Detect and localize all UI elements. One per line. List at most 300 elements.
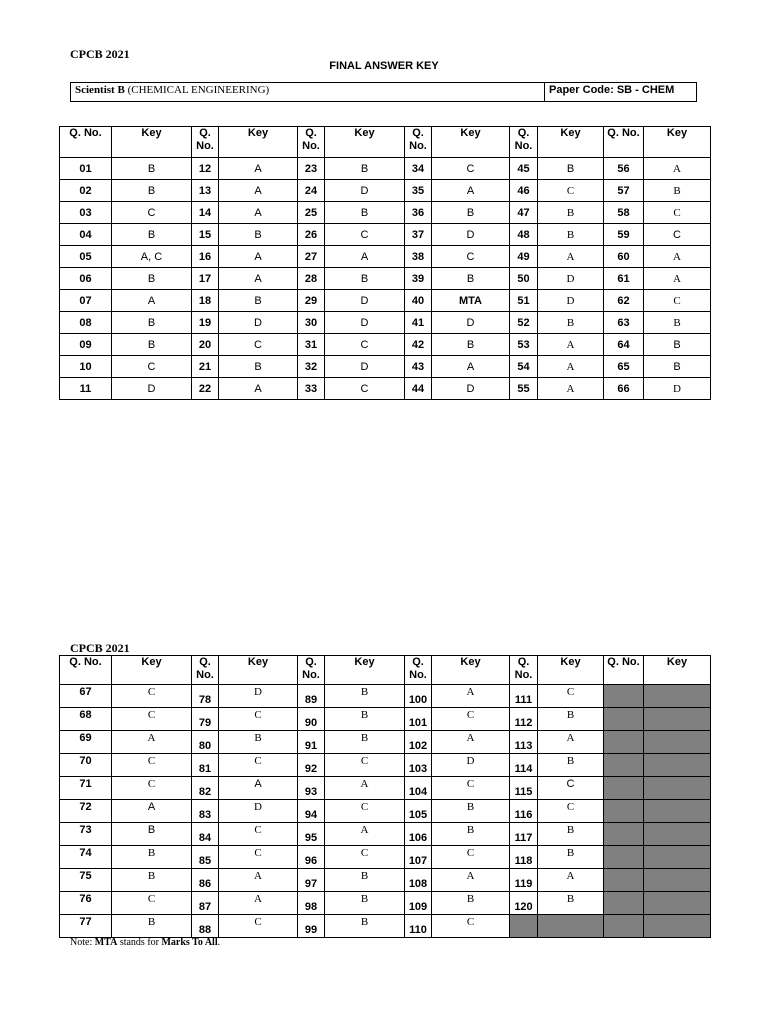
question-number: 50 <box>510 268 538 290</box>
post-title: Scientist B <box>75 84 125 96</box>
answer-key: C <box>432 777 510 800</box>
answer-key: A <box>432 869 510 892</box>
question-number: 84 <box>192 823 219 846</box>
question-number: 08 <box>60 312 112 334</box>
table-row <box>60 312 711 334</box>
question-number: 18 <box>192 290 219 312</box>
question-number: 44 <box>405 378 432 400</box>
answer-key: B <box>538 312 604 334</box>
answer-key: B <box>112 334 192 356</box>
question-number: 81 <box>192 754 219 777</box>
empty-cell <box>604 800 644 823</box>
column-header-key: Key <box>644 656 711 685</box>
question-number: 66 <box>604 378 644 400</box>
question-number: 28 <box>298 268 325 290</box>
question-number: 16 <box>192 246 219 268</box>
answer-key: B <box>112 180 192 202</box>
answer-key: A <box>325 823 405 846</box>
answer-key: C <box>112 685 192 708</box>
answer-key: A <box>538 246 604 268</box>
answer-key: D <box>325 356 405 378</box>
note-end: . <box>217 937 221 948</box>
answer-key: D <box>325 312 405 334</box>
answer-key-table-1 <box>59 126 711 400</box>
table-row <box>60 180 711 202</box>
question-number: 35 <box>405 180 432 202</box>
answer-key: B <box>112 846 192 869</box>
answer-key: C <box>325 754 405 777</box>
empty-cell <box>644 869 711 892</box>
question-number: 40 <box>405 290 432 312</box>
answer-key: D <box>432 754 510 777</box>
answer-key: B <box>112 869 192 892</box>
answer-key: A <box>219 180 298 202</box>
question-number: 56 <box>604 158 644 180</box>
answer-key: A <box>325 246 405 268</box>
column-header-qno: Q. No. <box>192 127 219 158</box>
answer-key: A <box>112 290 192 312</box>
question-number: 52 <box>510 312 538 334</box>
question-number: 46 <box>510 180 538 202</box>
answer-key: B <box>538 708 604 731</box>
answer-key: B <box>432 800 510 823</box>
column-header-key: Key <box>325 127 405 158</box>
question-number: 87 <box>192 892 219 915</box>
answer-key: B <box>325 158 405 180</box>
answer-key: C <box>112 356 192 378</box>
answer-key: A <box>432 180 510 202</box>
column-header-key: Key <box>112 656 192 685</box>
question-number: 67 <box>60 685 112 708</box>
question-number: 47 <box>510 202 538 224</box>
answer-key: A <box>219 378 298 400</box>
question-number: 113 <box>510 731 538 754</box>
table-header-row <box>60 127 711 158</box>
question-number: 31 <box>298 334 325 356</box>
answer-key: C <box>538 685 604 708</box>
empty-cell <box>604 685 644 708</box>
question-number: 49 <box>510 246 538 268</box>
question-number: 20 <box>192 334 219 356</box>
question-number: 37 <box>405 224 432 246</box>
table-row <box>60 158 711 180</box>
question-number: 112 <box>510 708 538 731</box>
column-header-key: Key <box>219 127 298 158</box>
question-number: 04 <box>60 224 112 246</box>
answer-key: C <box>219 334 298 356</box>
answer-key: A <box>219 892 298 915</box>
column-header-key: Key <box>644 127 711 158</box>
answer-key: C <box>644 202 711 224</box>
question-number: 02 <box>60 180 112 202</box>
question-number: 07 <box>60 290 112 312</box>
column-header-qno: Q. No. <box>604 656 644 685</box>
question-number: 71 <box>60 777 112 800</box>
table-row <box>60 754 711 777</box>
answer-key: D <box>432 224 510 246</box>
note-middle: stands for <box>117 937 162 948</box>
question-number: 13 <box>192 180 219 202</box>
answer-key: A <box>644 158 711 180</box>
empty-cell <box>644 915 711 938</box>
question-number: 110 <box>405 915 432 938</box>
column-header-qno: Q. No. <box>192 656 219 685</box>
answer-key: B <box>325 915 405 938</box>
question-number: 88 <box>192 915 219 938</box>
answer-key: B <box>644 334 711 356</box>
question-number: 104 <box>405 777 432 800</box>
answer-key: A <box>538 731 604 754</box>
question-number: 83 <box>192 800 219 823</box>
answer-key: B <box>538 158 604 180</box>
answer-key: D <box>219 800 298 823</box>
answer-key: D <box>538 290 604 312</box>
question-number: 11 <box>60 378 112 400</box>
answer-key: B <box>432 334 510 356</box>
question-number: 59 <box>604 224 644 246</box>
empty-cell <box>604 869 644 892</box>
answer-key: D <box>432 312 510 334</box>
question-number: 102 <box>405 731 432 754</box>
answer-key: A <box>219 202 298 224</box>
answer-key: B <box>219 290 298 312</box>
question-number: 80 <box>192 731 219 754</box>
answer-key: C <box>644 224 711 246</box>
question-number: 108 <box>405 869 432 892</box>
answer-key: C <box>538 180 604 202</box>
question-number: 100 <box>405 685 432 708</box>
question-number: 36 <box>405 202 432 224</box>
question-number: 72 <box>60 800 112 823</box>
answer-key: MTA <box>432 290 510 312</box>
answer-key: A <box>644 246 711 268</box>
question-number: 92 <box>298 754 325 777</box>
table-row <box>60 731 711 754</box>
answer-key: D <box>432 378 510 400</box>
paper-info-box <box>70 82 697 102</box>
table-row <box>60 708 711 731</box>
question-number: 21 <box>192 356 219 378</box>
answer-key: B <box>112 915 192 938</box>
answer-key: C <box>112 777 192 800</box>
answer-key: B <box>325 892 405 915</box>
question-number: 19 <box>192 312 219 334</box>
answer-key: B <box>432 892 510 915</box>
document-title: FINAL ANSWER KEY <box>329 60 439 72</box>
org-header-page2: CPCB 2021 <box>70 641 130 655</box>
answer-key: D <box>644 378 711 400</box>
answer-key: B <box>644 312 711 334</box>
answer-key: C <box>219 846 298 869</box>
empty-cell <box>604 915 644 938</box>
question-number: 105 <box>405 800 432 823</box>
table-row <box>60 224 711 246</box>
question-number: 22 <box>192 378 219 400</box>
table-row <box>60 915 711 938</box>
empty-cell <box>644 685 711 708</box>
answer-key: C <box>432 246 510 268</box>
answer-key: B <box>325 708 405 731</box>
question-number: 91 <box>298 731 325 754</box>
column-header-qno: Q. No. <box>298 656 325 685</box>
answer-key: C <box>325 800 405 823</box>
empty-cell <box>604 892 644 915</box>
column-header-key: Key <box>112 127 192 158</box>
table-row <box>60 356 711 378</box>
answer-key: A <box>538 334 604 356</box>
column-header-key: Key <box>538 127 604 158</box>
column-header-key: Key <box>432 127 510 158</box>
question-number: 34 <box>405 158 432 180</box>
table-header-row <box>60 656 711 685</box>
answer-key: D <box>325 290 405 312</box>
question-number: 96 <box>298 846 325 869</box>
answer-key: B <box>325 731 405 754</box>
answer-key: D <box>325 180 405 202</box>
question-number: 117 <box>510 823 538 846</box>
question-number: 109 <box>405 892 432 915</box>
column-header-qno: Q. No. <box>405 127 432 158</box>
empty-cell <box>644 846 711 869</box>
answer-key-table-2 <box>59 655 711 938</box>
question-number: 14 <box>192 202 219 224</box>
post-discipline: (CHEMICAL ENGINEERING) <box>124 84 270 96</box>
question-number: 60 <box>604 246 644 268</box>
question-number: 89 <box>298 685 325 708</box>
question-number: 26 <box>298 224 325 246</box>
column-header-qno: Q. No. <box>510 656 538 685</box>
question-number: 78 <box>192 685 219 708</box>
column-header-qno: Q. No. <box>60 127 112 158</box>
answer-key: D <box>112 378 192 400</box>
question-number: 10 <box>60 356 112 378</box>
table-row <box>60 823 711 846</box>
question-number: 118 <box>510 846 538 869</box>
empty-cell <box>644 731 711 754</box>
question-number: 103 <box>405 754 432 777</box>
answer-key: A <box>219 268 298 290</box>
question-number: 69 <box>60 731 112 754</box>
answer-key: C <box>644 290 711 312</box>
answer-key: B <box>219 224 298 246</box>
answer-key: C <box>325 224 405 246</box>
question-number: 97 <box>298 869 325 892</box>
question-number: 75 <box>60 869 112 892</box>
table-row <box>60 334 711 356</box>
answer-key: B <box>538 224 604 246</box>
note-meaning: Marks To All <box>161 937 218 948</box>
answer-key: B <box>112 224 192 246</box>
answer-key: A <box>112 800 192 823</box>
answer-key: B <box>325 268 405 290</box>
question-number: 76 <box>60 892 112 915</box>
question-number: 06 <box>60 268 112 290</box>
question-number: 43 <box>405 356 432 378</box>
question-number: 111 <box>510 685 538 708</box>
question-number: 42 <box>405 334 432 356</box>
question-number: 98 <box>298 892 325 915</box>
answer-key: B <box>219 731 298 754</box>
answer-key: B <box>112 312 192 334</box>
question-number: 62 <box>604 290 644 312</box>
answer-key: A <box>325 777 405 800</box>
question-number: 15 <box>192 224 219 246</box>
question-number: 27 <box>298 246 325 268</box>
question-number: 115 <box>510 777 538 800</box>
column-header-qno: Q. No. <box>60 656 112 685</box>
answer-key: C <box>112 892 192 915</box>
empty-cell <box>644 823 711 846</box>
answer-key: A <box>219 158 298 180</box>
footnote <box>70 937 220 948</box>
empty-cell <box>644 708 711 731</box>
table-row <box>60 846 711 869</box>
answer-key: B <box>112 823 192 846</box>
answer-key: C <box>538 777 604 800</box>
answer-key: A <box>219 246 298 268</box>
answer-key: A <box>432 356 510 378</box>
table-row <box>60 892 711 915</box>
question-number: 68 <box>60 708 112 731</box>
answer-key: B <box>538 846 604 869</box>
answer-key: B <box>538 892 604 915</box>
question-number: 32 <box>298 356 325 378</box>
question-number: 70 <box>60 754 112 777</box>
note-abbr: MTA <box>94 937 118 948</box>
answer-key: C <box>325 846 405 869</box>
answer-key: B <box>112 158 192 180</box>
empty-cell <box>604 708 644 731</box>
question-number: 119 <box>510 869 538 892</box>
answer-key: C <box>219 708 298 731</box>
question-number: 39 <box>405 268 432 290</box>
question-number: 01 <box>60 158 112 180</box>
answer-key: C <box>432 708 510 731</box>
question-number: 107 <box>405 846 432 869</box>
table-row <box>60 268 711 290</box>
column-header-qno: Q. No. <box>405 656 432 685</box>
question-number: 58 <box>604 202 644 224</box>
question-number: 95 <box>298 823 325 846</box>
empty-cell <box>644 892 711 915</box>
question-number: 116 <box>510 800 538 823</box>
question-number: 63 <box>604 312 644 334</box>
empty-cell <box>510 915 538 938</box>
question-number: 94 <box>298 800 325 823</box>
answer-key: C <box>219 754 298 777</box>
empty-cell <box>604 754 644 777</box>
table-row <box>60 800 711 823</box>
table-row <box>60 290 711 312</box>
question-number: 41 <box>405 312 432 334</box>
question-number: 64 <box>604 334 644 356</box>
answer-key: A <box>538 378 604 400</box>
answer-key: A <box>219 777 298 800</box>
column-header-key: Key <box>538 656 604 685</box>
answer-key: B <box>644 356 711 378</box>
table-row <box>60 202 711 224</box>
answer-key: B <box>325 202 405 224</box>
column-header-key: Key <box>325 656 405 685</box>
empty-cell <box>604 777 644 800</box>
table-row <box>60 869 711 892</box>
answer-key: C <box>432 846 510 869</box>
answer-key: A <box>644 268 711 290</box>
answer-key: A <box>538 356 604 378</box>
empty-cell <box>538 915 604 938</box>
question-number: 93 <box>298 777 325 800</box>
answer-key: A <box>538 869 604 892</box>
question-number: 55 <box>510 378 538 400</box>
question-number: 120 <box>510 892 538 915</box>
answer-key: C <box>112 754 192 777</box>
post-name <box>71 83 545 101</box>
question-number: 24 <box>298 180 325 202</box>
question-number: 57 <box>604 180 644 202</box>
answer-key: C <box>325 334 405 356</box>
table-row <box>60 777 711 800</box>
column-header-key: Key <box>219 656 298 685</box>
question-number: 25 <box>298 202 325 224</box>
answer-key: B <box>538 823 604 846</box>
column-header-qno: Q. No. <box>510 127 538 158</box>
answer-key: B <box>325 685 405 708</box>
table-row <box>60 246 711 268</box>
question-number: 48 <box>510 224 538 246</box>
answer-key: B <box>432 268 510 290</box>
question-number: 09 <box>60 334 112 356</box>
question-number: 79 <box>192 708 219 731</box>
question-number: 114 <box>510 754 538 777</box>
table-row <box>60 685 711 708</box>
answer-key: B <box>219 356 298 378</box>
question-number: 51 <box>510 290 538 312</box>
question-number: 38 <box>405 246 432 268</box>
answer-key: C <box>432 915 510 938</box>
question-number: 65 <box>604 356 644 378</box>
answer-key: C <box>325 378 405 400</box>
answer-key: A <box>112 731 192 754</box>
answer-key: C <box>112 202 192 224</box>
answer-key: C <box>112 708 192 731</box>
question-number: 90 <box>298 708 325 731</box>
column-header-qno: Q. No. <box>298 127 325 158</box>
answer-key: A <box>432 731 510 754</box>
question-number: 61 <box>604 268 644 290</box>
question-number: 30 <box>298 312 325 334</box>
answer-key: D <box>538 268 604 290</box>
answer-key: D <box>219 685 298 708</box>
column-header-qno: Q. No. <box>604 127 644 158</box>
answer-key: B <box>538 202 604 224</box>
org-header: CPCB 2021 <box>70 47 130 61</box>
empty-cell <box>604 731 644 754</box>
answer-key: B <box>112 268 192 290</box>
question-number: 77 <box>60 915 112 938</box>
question-number: 29 <box>298 290 325 312</box>
question-number: 03 <box>60 202 112 224</box>
question-number: 106 <box>405 823 432 846</box>
answer-key: B <box>325 869 405 892</box>
empty-cell <box>644 777 711 800</box>
answer-key: C <box>219 915 298 938</box>
question-number: 45 <box>510 158 538 180</box>
answer-key: A <box>219 869 298 892</box>
question-number: 73 <box>60 823 112 846</box>
question-number: 85 <box>192 846 219 869</box>
answer-key: B <box>538 754 604 777</box>
answer-key: B <box>644 180 711 202</box>
